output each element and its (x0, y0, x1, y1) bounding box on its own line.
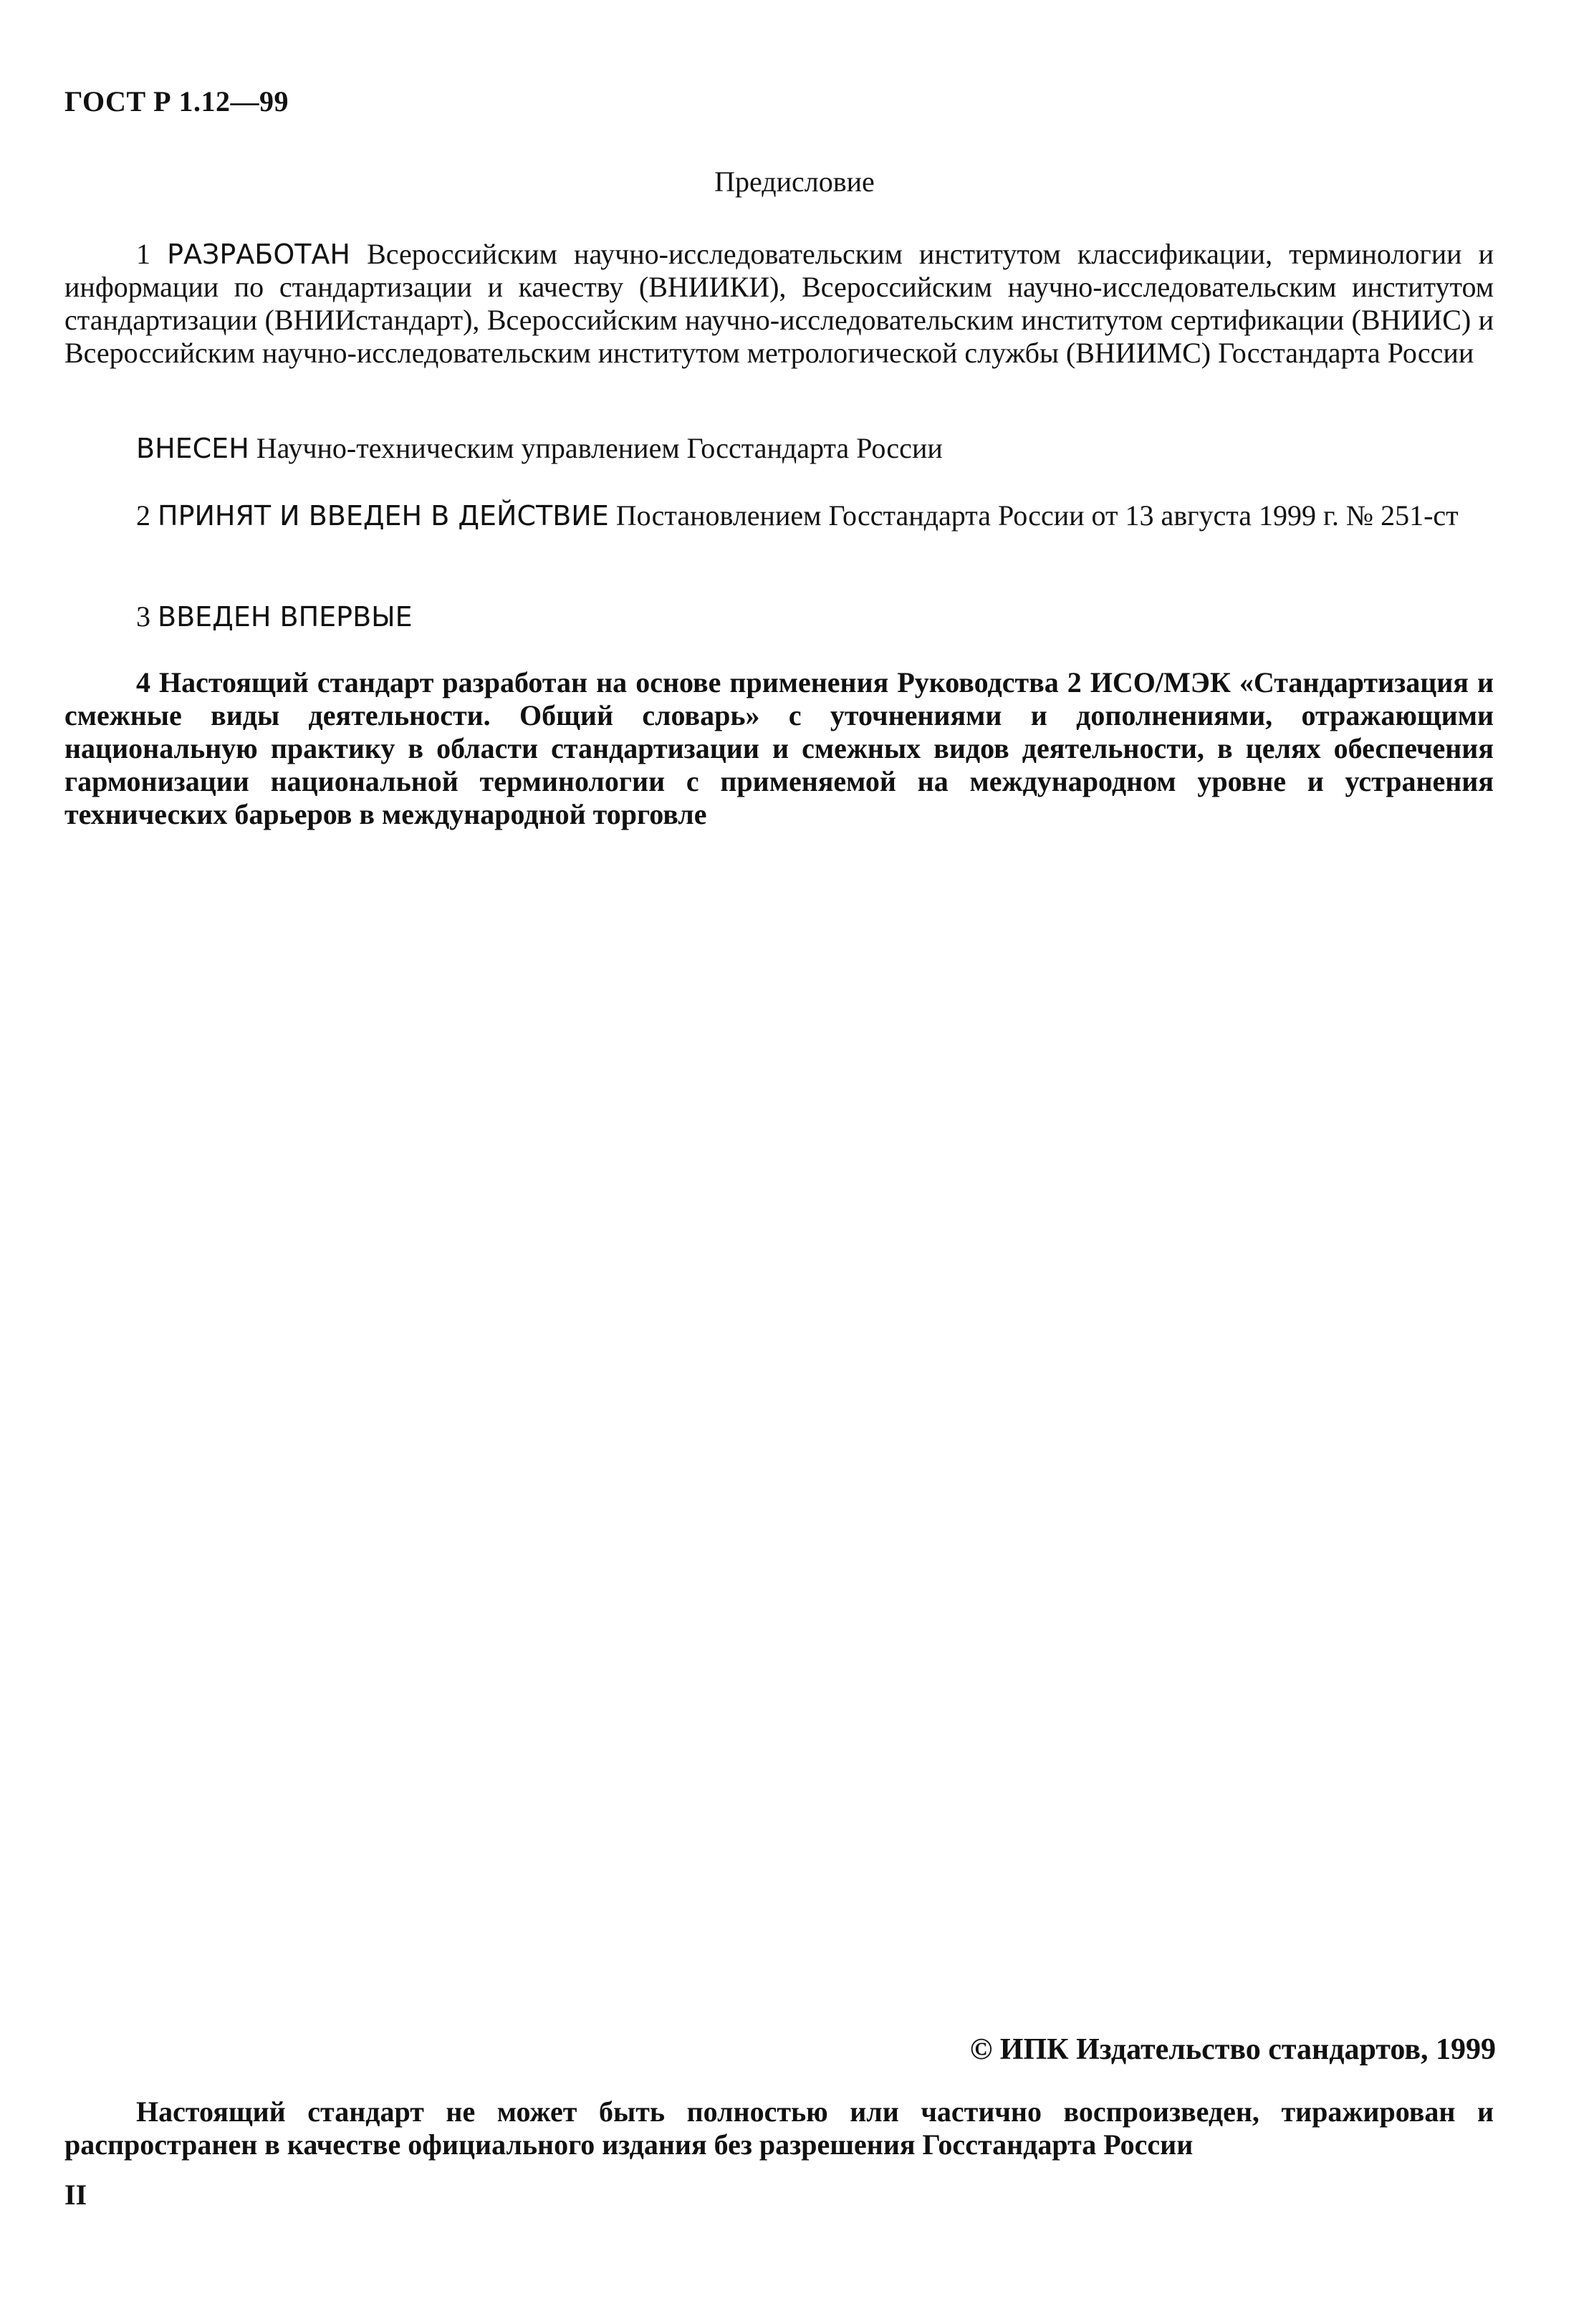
item-text: Всероссийским научно-исследовательским институтом классификации, терминологии и информации по стандартизации и качеству (ВНИИКИ), Всероссийским научно-исследовательским институтом стандартизации (ВНИИстандарт), Всероссийским научно-исследовательским институтом сертификации (ВНИИС) и Всероссийским научно-исследовательским институтом метрологической службы (ВНИИМС) Госстандарта России (64, 238, 1494, 369)
item-lead: ВНЕСЕН (136, 433, 249, 464)
preface-item-4 (64, 666, 1494, 831)
item-text: Научно-техническим управлением Госстандарта России (256, 432, 943, 464)
copyright-line: © ИПК Издательство стандартов, 1999 (969, 2033, 1496, 2066)
preface-item-1 (64, 238, 1494, 370)
item-lead: ПРИНЯТ И ВВЕДЕН В ДЕЙСТВИЕ (158, 500, 609, 532)
reproduction-notice (64, 2095, 1494, 2161)
item-number: 1 (136, 238, 150, 270)
item-lead: РАЗРАБОТАН (167, 239, 351, 270)
preface-item-3 (64, 600, 1494, 633)
item-number: 3 (136, 600, 150, 633)
item-number: 2 (136, 499, 150, 532)
standard-code: ГОСТ Р 1.12—99 (64, 85, 289, 117)
notice-text: Настоящий стандарт не может быть полностью или частично воспроизведен, тиражирован и распространен в качестве официального издания без разрешения Госстандарта России (64, 2095, 1494, 2161)
preface-item-2 (64, 499, 1494, 532)
item-number: 4 (136, 666, 150, 698)
page-number: II (64, 2179, 87, 2211)
preface-title: Предисловие (714, 165, 875, 198)
item-text: Настоящий стандарт разработан на основе применения Руководства 2 ИСО/МЭК «Стандартизация и смежные виды деятельности. Общий словарь» с уточнениями и дополнениями, отражающими национальную практику в области стандартизации и смежных видов деятельности, в целях обеспечения гармонизации национальной терминологии с применяемой на международном уровне и устранения технических барьеров в международной торговле (64, 666, 1494, 830)
item-lead: ВВЕДЕН ВПЕРВЫЕ (158, 601, 413, 633)
preface-item-vnesen (64, 432, 1494, 465)
item-text: Постановлением Госстандарта России от 13 августа 1999 г. № 251-ст (615, 499, 1459, 532)
